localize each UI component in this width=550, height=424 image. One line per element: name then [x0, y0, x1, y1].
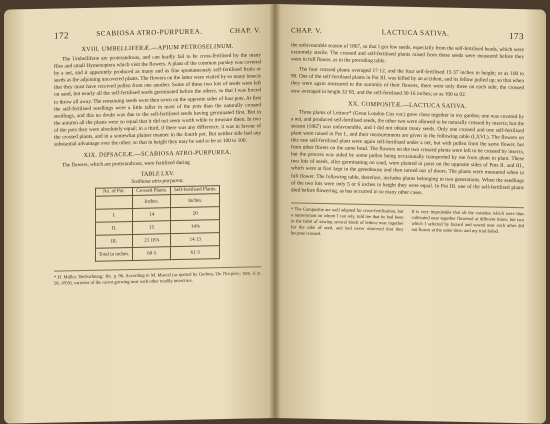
right-running-title: LACTUCA SATIVA.: [381, 28, 450, 38]
right-page-number: 173: [509, 30, 524, 42]
table-unit-cell: Inches.: [133, 195, 171, 209]
table-cell: 20: [171, 207, 220, 221]
table-total-cell: 68·5: [133, 247, 171, 261]
footnote-left-column: * The Compositæ are well adapted for cross-fertilisation, but a nurseryman on whom I can rely, told me that he had been in the habit of sowing several kinds of lettuce near together for the sake of seed, and had never observed that they became crossed.: [291, 206, 404, 236]
table-total-cell: 61·3: [171, 246, 220, 260]
table-cell: 14 13: [171, 233, 220, 247]
table-cell: I.: [95, 209, 133, 223]
table-cell: 14: [133, 208, 171, 222]
section-compositae: XX. COMPOSITÆ.—LACTUCA SATIVA.: [348, 100, 467, 110]
section-umbelliferae: XVIII. UMBELLIFERÆ.—APIUM PETROSELINUM.: [81, 42, 234, 54]
table-total-label: Total in inches.: [95, 248, 133, 262]
table-header-cell: Self-fertilised Plants.: [171, 186, 220, 195]
table-caption: TABLE LXV.: [140, 171, 175, 179]
table-unit-cell: Inches.: [171, 194, 220, 208]
left-footnote: * H. Müller, 'Befruchtung,' &c. p. 96. According to M. Mascal (as quoted by Godron, 'De l'Es-pèce,' tom. ii. p. 58, 1859), varieties of the carrot growing near each other readily intercross.: [54, 267, 261, 287]
book-gutter: [269, 4, 281, 418]
right-chapter: CHAP. V.: [291, 26, 323, 35]
table-header-cell: No. of Pot.: [95, 188, 133, 197]
paragraph-measurements: The four crossed plants averaged 17·12, and the four self-fertilised 15·37 inches in height; or as 100 to 90. One of the self-fertilised plants in Pot III. was killed by an accident, and its fellow pulled up; so that when they were again measured to the summits of their flowers, there were only three on each side; the crossed now averaged in height 32·83, and the self-fertilised 30·16 inches; or as 100 to 92.: [291, 66, 524, 98]
right-footnotes: [291, 202, 524, 241]
left-running-head: [54, 26, 261, 40]
table-cell: 14⅜: [171, 220, 220, 234]
left-page: [4, 4, 275, 424]
data-table: [95, 185, 221, 262]
left-chapter: CHAP. V.: [229, 26, 261, 35]
table-total-row: [95, 246, 220, 262]
table-cell: 21 18⅞: [133, 234, 171, 248]
table-cell: II.: [95, 222, 133, 236]
left-page-number: 172: [54, 30, 69, 41]
paragraph-lettuce: Three plants of Lettuce* (Great London Cos var.) grew close together in my garden; one was covered by a net, and produced self-fertilised seeds, the other two were allowed to be naturally crossed by insects; but the season (1867) was unfavourable, and I did not obtain many seeds. Only one crossed and one self-fertilised plant were raised in Pot I., and their measurements are given in the following table (LXVI.). The flowers on this one self-fertilised plant were again self-fertilised under a net, but with pollen from the same flower, but from other florets on the same head. The flowers on the two crossed plants were left to be crossed by insects, but the process was aided by some pollen being occasionally transported by me from plant to plant. These two lots of seeds, after germinating on sand, were planted in pairs on the opposite sides of Pots II. and III., which were at first kept in the greenhouse and then turned out of doors. The plants were measured when in full flower. The following table, therefore, includes plants belonging to two generations. When the seedlings of the two lots were only 5 or 6 inches in height they were equal. In Pot III. one of the self-fertilised plants died before flowering, as has occurred in so many other cases.: [291, 109, 524, 196]
paragraph-dipsaceae: The flowers, which are proterandrous, were fertilised during: [62, 160, 190, 169]
paragraph-continued: the unfavourable season of 1867, so that I got few seeds, especially from the self-fertilised heads, which were extremely sterile. The crossed and self-fertilised plants raised from these seeds were measured before they were in full flower, as in the preceding table.: [291, 42, 524, 65]
right-running-head: [291, 26, 524, 41]
table-unit-cell: [95, 196, 133, 210]
table-header-cell: Crossed Plants.: [133, 187, 171, 196]
table-subtitle: Scabiosa atro-purpurea.: [131, 178, 184, 186]
left-running-title: SCABIOSA ATRO-PURPUREA.: [96, 27, 203, 38]
footnote-right-column: It is very improbable that all the varieties which were thus cultivated near together flowered at different times; but two which I selected by hazard and sowed near each other did not flower at the same time; and my trial failed.: [411, 208, 524, 234]
table-cell: III.: [95, 235, 133, 249]
paragraph-umbelliferae: The Umbelliferæ are proterandrous, and can hardly fail to be cross-fertilised by the many flies and small Hymenoptera which visit the flowers. A plant of the common parsley was covered by a net, and it apparently produced as many and as fine spontaneously self-fertilised fruits or seeds as the adjoining uncovered plants. The flowers on the latter were visited by so many insects that they must have received pollen from one another. Some of these two lots of seeds were left on sand, but nearly all the self-fertilised seeds germinated before the others, so that I was forced to throw all away. The remaining seeds were then sown on the opposite sides of four pots. At first the self-fertilised seedlings were a little taller in most of the pots than the naturally crossed seedlings, and this no doubt was due to the self-fertilised seeds having germinated first. But in the autumn all the plants were so equal that it did not seem worth while to measure them. In two of the pots they were absolutely equal; in a third, if there was any difference, it was in favour of the crossed plants, and in a somewhat plainer manner in the fourth pot. But neither side had any substantial advantage over the other; so that in height they may be said to be as 100 to 100.: [54, 52, 261, 148]
open-book: [4, 4, 546, 418]
right-page: [275, 4, 546, 424]
table-cell: 15: [133, 221, 171, 235]
section-dipsaceae: XIX. DIPSACEÆ.—SCABIOSA ATRO-PURPUREA.: [83, 149, 232, 160]
